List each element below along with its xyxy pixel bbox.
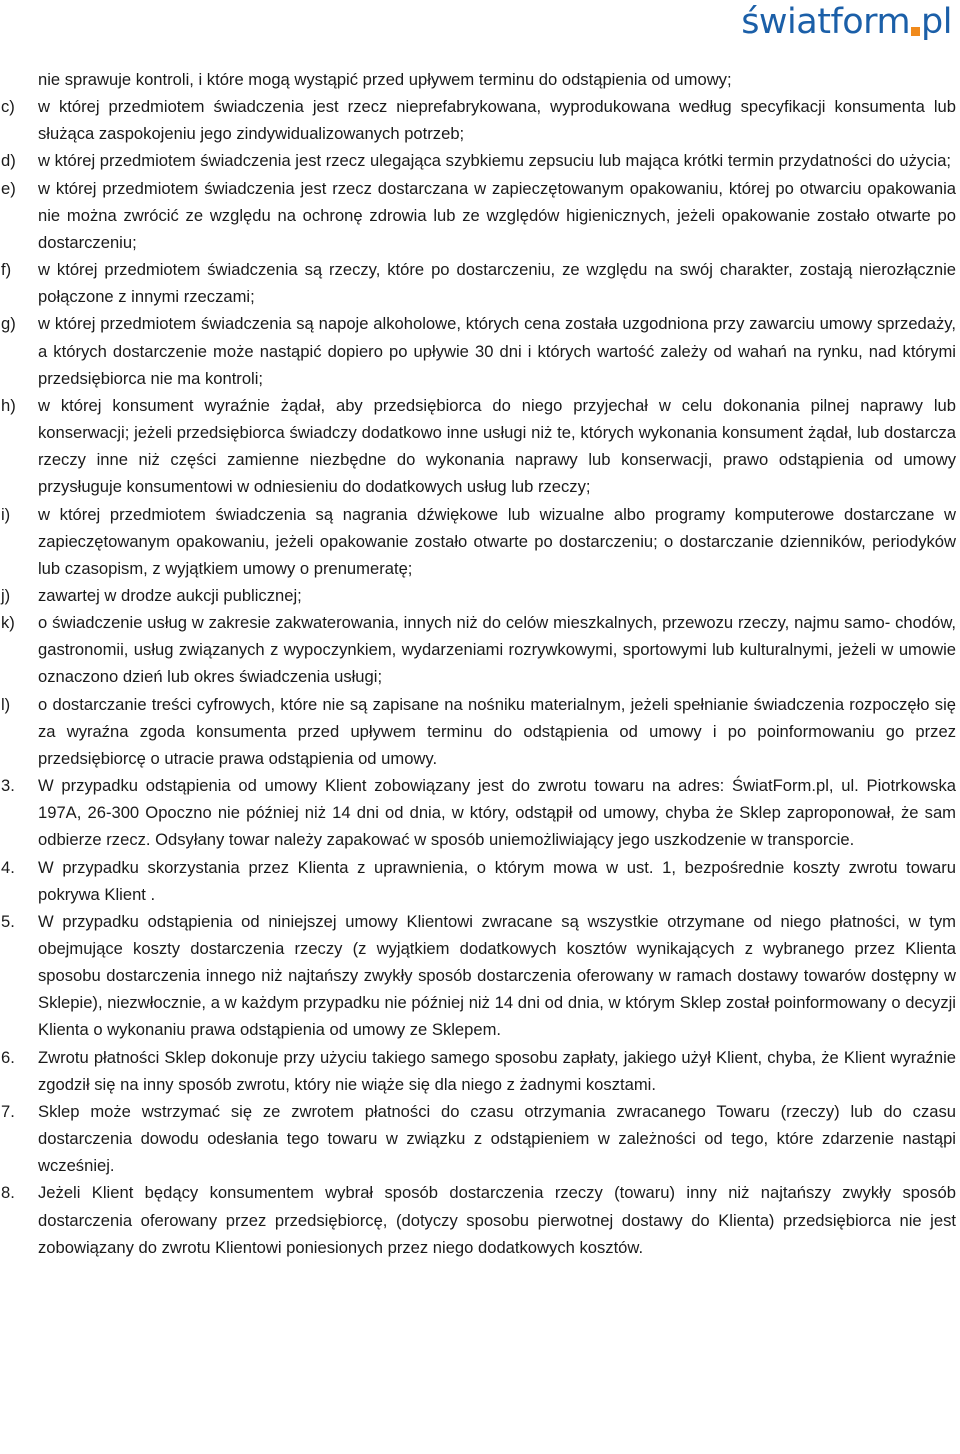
paragraph-4 <box>0 854 956 908</box>
list-item-text: w której przedmiotem świadczenia jest rzecz dostarczana w zapieczętowanym opakowaniu, której po otwarciu opakowania nie można zwrócić ze względu na ochronę zdrowia lub ze względów higienicznych, jeżeli opakowanie zostało otwarte po dostarczeniu; <box>38 178 956 252</box>
list-marker: j) <box>1 585 11 605</box>
list-marker: l) <box>1 694 11 714</box>
list-marker: f) <box>1 260 12 280</box>
list-item-j <box>0 582 956 609</box>
list-item-text: W przypadku odstąpienia od umowy Klient zobowiązany jest do zwrotu towaru na adres: ŚwiatForm.pl, ul. Piotrkowska 197A, 26-300 Opoczno nie później niż 14 dni od dnia, w który, odstąpił od umowy, chyba że Sklep zaproponował, że sam odbierze rzecz. Odsyłany towar należy zapakować w sposób uniemożliwiający jego uszkodzenie w transporcie. <box>38 776 956 850</box>
paragraph-7 <box>0 1098 956 1179</box>
list-item-text: Sklep może wstrzymać się ze zwrotem płatności do czasu otrzymania zwracanego Towaru (rzeczy) lub do czasu dostarczenia dowodu odesłania tego towaru w związku z odstąpieniem w zależności od tego, które zdarzenie nastąpi wcześniej. <box>38 1101 956 1176</box>
list-marker: 6. <box>1 1047 15 1067</box>
list-item-f <box>0 256 956 310</box>
list-marker: 3. <box>1 776 15 796</box>
list-item-text: w której przedmiotem świadczenia są nagrania dźwiękowe lub wizualne albo programy komputerowe dostarczane w zapieczętowanym opakowaniu, jeżeli opakowanie zostało otwarte po dostarczeniu; o dostarczanie dzienników, periodyków lub czasopism, z wyjątkiem umowy o prenumeratę; <box>38 504 956 578</box>
list-item-text: nie sprawuje kontroli, i które mogą wystąpić przed upływem terminu do odstąpienia od umowy; <box>38 70 732 89</box>
list-item-text: w której przedmiotem świadczenia jest rzecz ulegająca szybkiemu zepsuciu lub mająca krótki termin przydatności do użycia; <box>38 151 952 171</box>
list-marker: d) <box>1 151 16 171</box>
logo-text-domain: pl <box>921 1 952 42</box>
list-item-h <box>0 392 956 501</box>
list-item-c <box>0 93 956 147</box>
list-item-l <box>0 691 956 772</box>
list-marker: g) <box>1 314 16 334</box>
list-item-text: Jeżeli Klient będący konsumentem wybrał sposób dostarczenia rzeczy (towaru) inny niż najtańszy zwykły sposób dostarczenia oferowany przez przedsiębiorcę, (dotyczy sposobu pierwotnej dostawy do Klienta) przedsiębiorca nie jest zobowiązany do zwrotu Klientowi poniesionych przez niego dodatkowych kosztów. <box>38 1183 956 1257</box>
list-item-text: Zwrotu płatności Sklep dokonuje przy użyciu takiego samego sposobu zapłaty, jakiego użył Klient, chyba, że Klient wyraźnie zgodził się na inny sposób zwrotu, który nie wiąże się dla niego z żadnymi kosztami. <box>38 1047 956 1094</box>
list-item-k <box>0 609 956 690</box>
paragraph-3 <box>0 772 956 853</box>
list-item-text: w której przedmiotem świadczenia jest rzecz nieprefabrykowana, wyprodukowana według specyfikacji konsumenta lub służąca zaspokojeniu jego zindywidualizowanych potrzeb; <box>38 97 956 144</box>
list-item-text: W przypadku skorzystania przez Klienta z uprawnienia, o którym mowa w ust. 1, bezpośrednie koszty zwrotu towaru pokrywa Klient . <box>38 857 956 904</box>
list-marker: e) <box>1 178 16 198</box>
paragraph-8 <box>0 1179 956 1260</box>
list-marker: c) <box>1 97 15 117</box>
list-item-text: w której przedmiotem świadczenia są rzeczy, które po dostarczeniu, ze względu na swój charakter, zostają nierozłącznie połączone z innymi rzeczami; <box>38 260 956 307</box>
list-item-i <box>0 501 956 582</box>
document-body <box>0 66 956 1261</box>
list-marker: i) <box>1 504 11 524</box>
list-item-text: zawartej w drodze aukcji publicznej; <box>38 585 302 605</box>
list-marker: 4. <box>1 857 15 877</box>
list-item-e <box>0 175 956 256</box>
list-item-d <box>0 147 956 174</box>
list-item-text: o świadczenie usług w zakresie zakwaterowania, innych niż do celów mieszkalnych, przewozu rzeczy, najmu samo- chodów, gastronomii, usług związanych z wypoczynkiem, wydarzeniami rozrywkowymi, sportowymi lub kulturalnymi, jeżeli w umowie oznaczono dzień lub okres świadczenia usługi; <box>38 613 956 687</box>
list-item-text: w której przedmiotem świadczenia są napoje alkoholowe, których cena została uzgodniona przy zawarciu umowy sprzedaży, a których dostarczenie może nastąpić dopiero po upływie 30 dni i których wartość zależy od wahań na rynku, nad którymi przedsiębiorca nie ma kontroli; <box>38 314 956 388</box>
list-marker: k) <box>1 613 15 633</box>
list-item-text: w której konsument wyraźnie żądał, aby przedsiębiorca do niego przyjechał w celu dokonania pilnej naprawy lub konserwacji; jeżeli przedsiębiorca świadczy dodatkowo inne usługi niż te, których wykonania konsument żądał, lub dostarcza rzeczy inne niż części zamienne niezbędne do wykonania naprawy lub konserwacji, prawo odstąpienia od umowy przysługuje konsumentowi w odniesieniu do dodatkowych usług lub rzeczy; <box>38 395 956 497</box>
logo-dot-icon <box>911 27 920 36</box>
list-item-text: W przypadku odstąpienia od niniejszej umowy Klientowi zwracane są wszystkie otrzymane od niego płatności, w tym obejmujące koszty dostarczenia rzeczy (z wyjątkiem dodatkowych kosztów wynikających z wybranego przez Klienta sposobu dostarczenia innego niż najtańszy zwykły sposób dostarczenia oferowany w ramach dostawy towarów dostępny w Sklepie), niezwłocznie, a w każdym przypadku nie później niż 14 dni od dnia, w którym Sklep został poinformowany o decyzji Klienta o wykonaniu prawa odstąpienia od umowy ze Sklepem. <box>38 911 956 1040</box>
list-marker: 5. <box>1 911 15 931</box>
list-marker: h) <box>1 395 16 415</box>
list-item-continuation <box>0 66 956 93</box>
paragraph-6 <box>0 1044 956 1098</box>
list-item-text: o dostarczanie treści cyfrowych, które nie są zapisane na nośniku materialnym, jeżeli spełnianie świadczenia rozpoczęło się za wyraźna zgoda konsumenta przed upływem terminu do odstąpienia od umowy i po poinformowaniu go przez przedsiębiorcę o utracie prawa odstąpienia od umowy. <box>38 694 956 768</box>
site-logo[interactable] <box>741 0 952 44</box>
paragraph-5 <box>0 908 956 1044</box>
list-marker: 8. <box>1 1183 15 1203</box>
list-marker: 7. <box>1 1101 15 1121</box>
logo-text-main: światform <box>741 1 911 42</box>
list-item-g <box>0 310 956 391</box>
